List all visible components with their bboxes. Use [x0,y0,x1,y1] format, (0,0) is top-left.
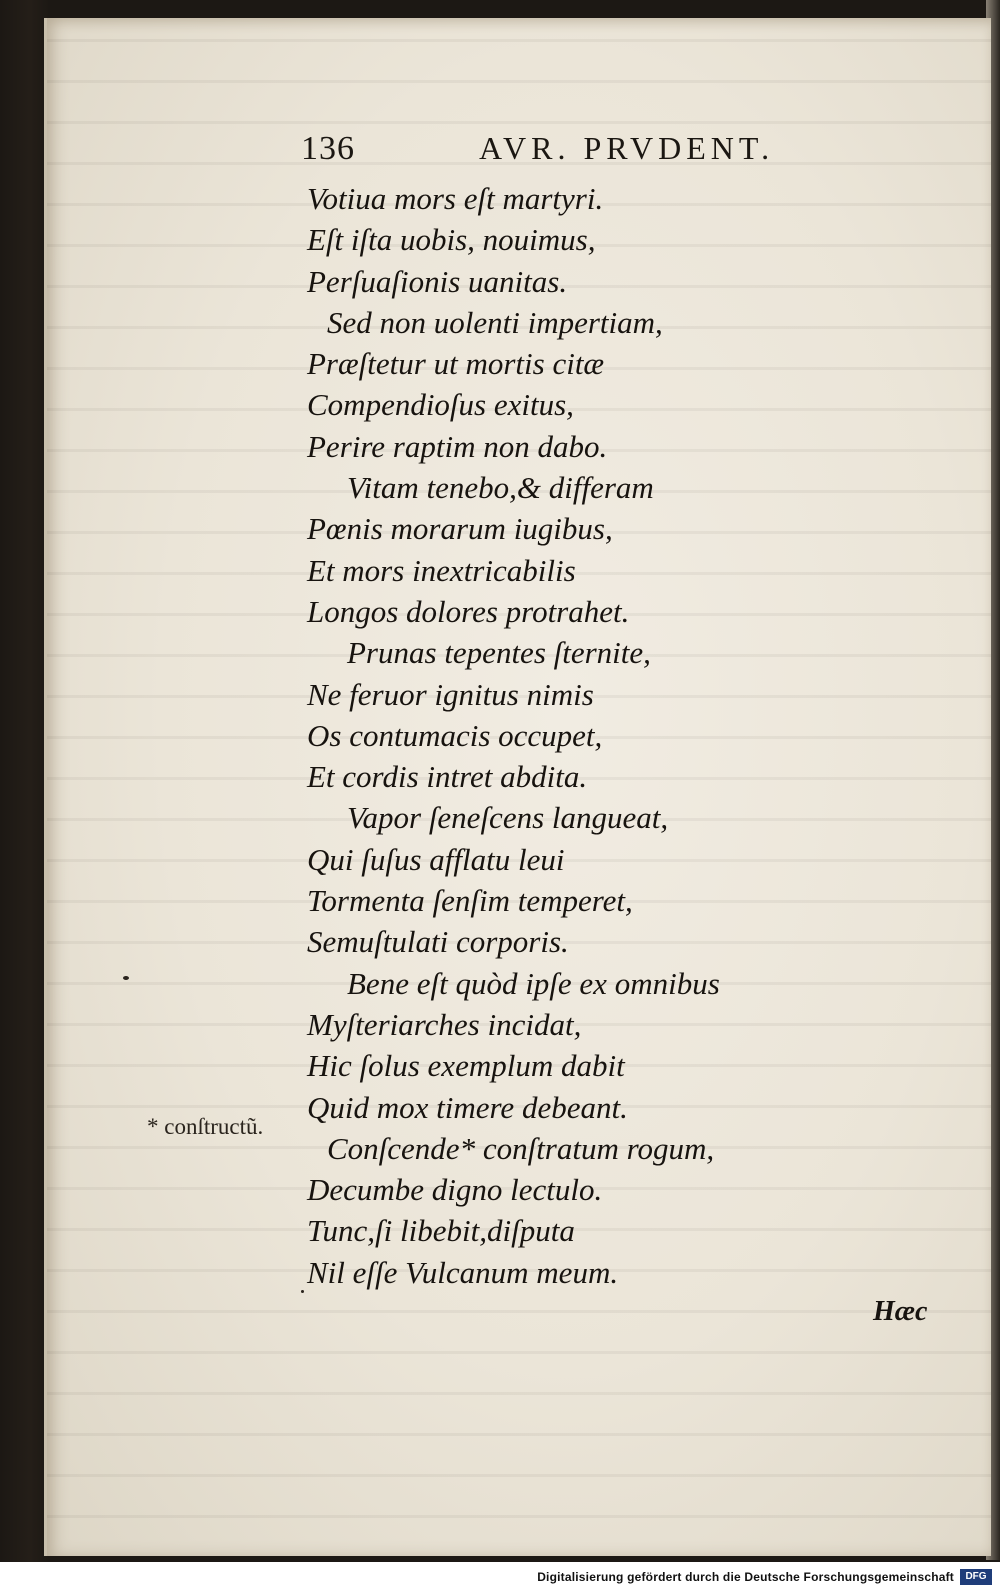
verse-line: Vitam tenebo,& differam [347,470,654,506]
footer-bar [0,1562,1000,1590]
ink-speck [301,1290,304,1293]
verse-line: Quid mox timere debeant. [307,1089,628,1125]
ink-speck [123,976,129,980]
verse-line: Et cordis intret abdita. [307,759,588,795]
verse-line: Tunc,ſi libebit,diſputa [307,1213,575,1249]
verse-line: Eſt iſta uobis, nouimus, [307,222,596,258]
verse-line: Tormenta ſenſim temperet, [307,883,633,919]
verse-line: Pœnis morarum iugibus, [307,511,613,547]
verse-line: Et mors inextricabilis [307,552,576,588]
verse-line: Prunas tepentes ſternite, [347,635,651,671]
verse-line: Nil eſſe Vulcanum meum. [307,1254,619,1290]
verse-line: Perire raptim non dabo. [307,428,608,464]
running-head-title: AVR. PRVDENT. [479,130,775,166]
verse-line: Qui ſuſus afflatu leui [307,841,565,877]
margin-note: * conſtructũ. [147,1114,264,1139]
footer-credit: Digitalisierung gefördert durch die Deutsche Forschungsgemeinschaft [537,1570,954,1584]
poem-verses [307,178,967,1293]
dfg-logo: DFG [960,1569,992,1585]
verse-line: Os contumacis occupet, [307,717,603,753]
verse-line: Conſcende* conſtratum rogum, [327,1130,715,1166]
verse-line: Semuſtulati corporis. [307,924,569,960]
verse-line: Præſtetur ut mortis citæ [307,346,605,382]
verse-line: Votiua mors eſt martyri. [307,181,604,216]
verse-line: Bene eſt quòd ipſe ex omnibus [347,965,720,1001]
verse-line: Sed non uolenti impertiam, [327,304,663,340]
verse-line: Decumbe digno lectulo. [307,1172,603,1208]
verse-line: Vapor ſeneſcens langueat, [347,800,669,836]
verse-line: Perſuaſionis uanitas. [307,263,568,299]
verse-line: Hic ſolus exemplum dabit [307,1048,625,1084]
running-head [301,130,861,180]
book-page [44,18,991,1556]
verse-line: Ne feruor ignitus nimis [307,676,594,712]
verse-line: Compendioſus exitus, [307,387,574,423]
catchword: Hæc [873,1296,928,1327]
verse-line: Longos dolores protrahet. [307,593,630,629]
page-number: 136 [301,130,355,167]
verse-line: Myſteriarches incidat, [307,1006,582,1042]
